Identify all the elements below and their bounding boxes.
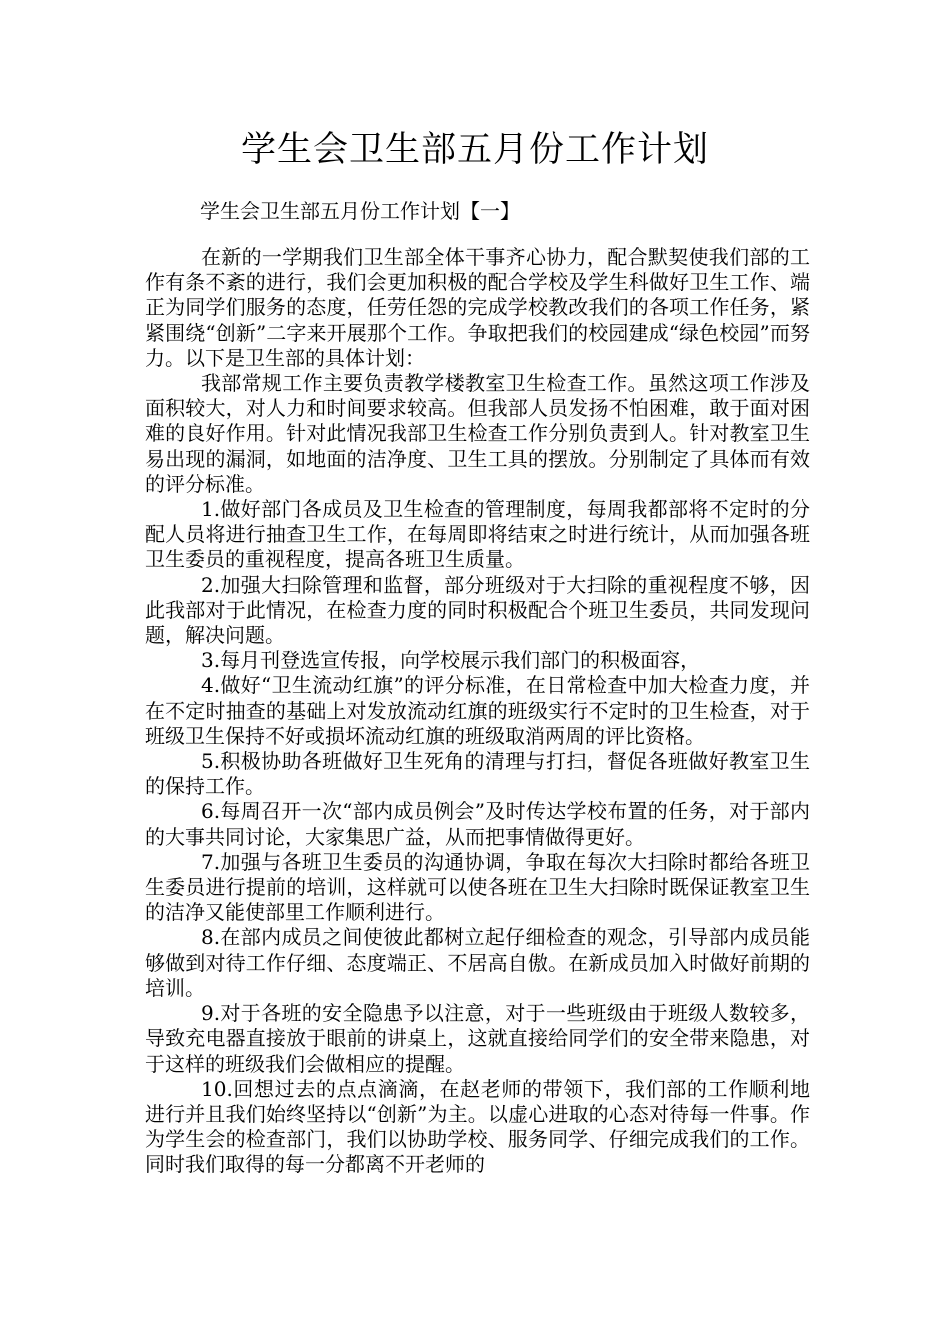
document-body xyxy=(145,245,810,1178)
plan-item-1: 1.做好部门各成员及卫生检查的管理制度，每周我都部将不定时的分配人员将进行抽查卫生工作，在每周即将结束之时进行统计，从而加强各班卫生委员的重视程度，提高各班卫生质量。 xyxy=(145,497,810,572)
routine-work-paragraph: 我部常规工作主要负责教学楼教室卫生检查工作。虽然这项工作涉及面积较大，对人力和时间要求较高。但我部人员发扬不怕困难，敢于面对困难的良好作用。针对此情况我部卫生检查工作分别负责到人。针对教室卫生易出现的漏洞，如地面的洁净度、卫生工具的摆放。分别制定了具体而有效的评分标准。 xyxy=(145,371,810,496)
plan-item-9: 9.对于各班的安全隐患予以注意，对于一些班级由于班级人数较多，导致充电器直接放于眼前的讲桌上，这就直接给同学们的安全带来隐患，对于这样的班级我们会做相应的提醒。 xyxy=(145,1001,810,1076)
plan-item-8: 8.在部内成员之间使彼此都树立起仔细检查的观念，引导部内成员能够做到对待工作仔细、态度端正、不居高自傲。在新成员加入时做好前期的培训。 xyxy=(145,925,810,1000)
plan-item-5: 5.积极协助各班做好卫生死角的清理与打扫，督促各班做好教室卫生的保持工作。 xyxy=(145,749,810,799)
document-subtitle: 学生会卫生部五月份工作计划【一】 xyxy=(200,199,520,223)
plan-item-2: 2.加强大扫除管理和监督，部分班级对于大扫除的重视程度不够，因此我部对于此情况，在检查力度的同时积极配合个班卫生委员，共同发现问题，解决问题。 xyxy=(145,572,810,648)
plan-item-10: 10.回想过去的点点滴滴，在赵老师的带领下，我们部的工作顺利地进行并且我们始终坚持以“创新”为主。以虚心进取的心态对待每一件事。作为学生会的检查部门，我们以协助学校、服务同学、仔细完成我们的工作。同时我们取得的每一分都离不开老师的 xyxy=(145,1076,810,1177)
document-title: 学生会卫生部五月份工作计划 xyxy=(240,130,709,170)
plan-item-6: 6.每周召开一次“部内成员例会”及时传达学校布置的任务，对于部内的大事共同讨论，大家集思广益，从而把事情做得更好。 xyxy=(145,799,810,849)
plan-item-3: 3.每月刊登选宣传报，向学校展示我们部门的积极面容， xyxy=(201,648,701,673)
plan-item-4: 4.做好“卫生流动红旗”的评分标准，在日常检查中加大检查力度，并在不定时抽查的基础上对发放流动红旗的班级实行不定时的卫生检查，对于班级卫生保持不好或损坏流动红旗的班级取消两周的评比资格。 xyxy=(145,673,810,748)
intro-paragraph: 在新的一学期我们卫生部全体干事齐心协力，配合默契使我们部的工作有条不紊的进行，我们会更加积极的配合学校及学生科做好卫生工作、端正为同学们服务的态度，任劳任怨的完成学校教改我们的各项工作任务，紧紧围绕“创新”二字来开展那个工作。争取把我们的校园建成“绿色校园”而努力。以下是卫生部的具体计划： xyxy=(145,245,810,370)
plan-item-7: 7.加强与各班卫生委员的沟通协调，争取在每次大扫除时都给各班卫生委员进行提前的培训，这样就可以使各班在卫生大扫除时既保证教室卫生的洁净又能使部里工作顺利进行。 xyxy=(145,849,810,925)
